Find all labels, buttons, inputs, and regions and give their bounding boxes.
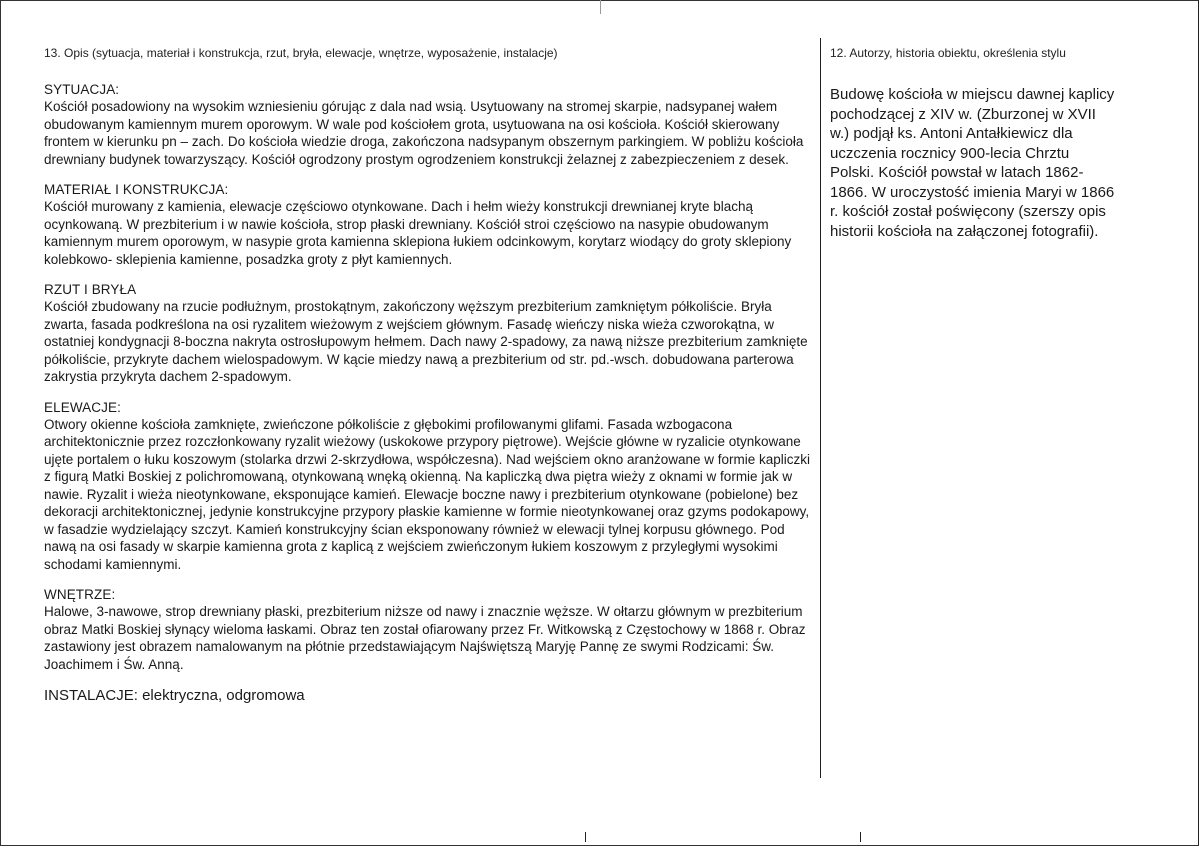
section-body: Halowe, 3-nawowe, strop drewniany płaski, prezbiterium niższe od nawy i znacznie węższe. W ołtarzu głównym w prezbiterium obraz Matki Boskiej słynący wieloma łaskami. Obraz ten został ofiarowany przez Fr. Witkowską z Częstochowy w 1868 r. Obraz zastawiony jest obrazem namalowanym na płótnie przedstawiającym Najświętszą Maryję Pannę ze swymi Rodzicami: Św. Joachimem i Św. Anną. [44,604,806,672]
section-rzut [44,281,814,386]
section-sytuacja [44,81,814,168]
bottom-tick [585,832,586,842]
installations-text: INSTALACJE: elektryczna, odgromowa [44,687,305,704]
section-body: Otwory okienne kościoła zamknięte, zwieńczone półkoliście z głębokimi profilowanymi glifami. Fasada wzbogacona architektonicznie przez rozczłonkowany ryzalit wieżowy (uskokowe przypory piętrowe). Wejście główne w ryzalicie otynkowane ujęte portalem o łuku koszowym (stolarka drzwi 2-skrzydłowa, współczesna). Nad wejściem okno aranżowane w formie kapliczki z figurą Matki Boskiej z polichromowaną, otynkowaną wnęką okienną. Na kapliczką dwa piętra wieży z oknami w formie jak w nawie. Ryzalit i wieża nieotynkowane, eksponujące kamień. Elewacje boczne nawy i prezbiterium otynkowane (pobielone) bez dekoracji architektonicznej, jedynie konstrukcyjne przypory płaskie kamienne w formie nieotynkowanej oraz gzyms podokapowy, w fasadzie wydzielający szczyt. Kamień konstrukcyjny ścian eksponowany również w elewacji tylnej korpusu głównego. Pod nawą na osi fasady w skarpie kamienna grota z kaplicą z wejściem zwieńczonym łukiem koszowym z przyległymi wysokimi schodami kamiennymi. [44,416,811,572]
section-title: ELEWACJE: [44,399,121,415]
section-title: SYTUACJA: [44,82,120,97]
history-column [830,46,1125,241]
history-heading: 12. Autorzy, historia obiektu, określenia stylu [830,46,1066,60]
section-elewacje [44,399,814,574]
description-heading: 13. Opis (sytuacja, materiał i konstrukcja, rzut, bryła, elewacje, wnętrze, wyposażenie, instalacje) [44,46,558,60]
section-body: Kościół zbudowany na rzucie podłużnym, prostokątnym, zakończony węższym prezbiterium zamkniętym półkoliście. Bryła zwarta, fasada podkreślona na osi ryzalitem wieżowym z wejściem głównym. Fasadę wieńczy niska wieża czworokątna, w ostatniej kondygnacji 8-boczna nakryta ostrosłupowym hełmem. Dach nawy 2-spadowy, za nawą niższe prezbiterium zamknięte półkoliście, przykryte dachem wielospadowym. W kącie miedzy nawą a prezbiterium od str. pd.-wsch. dobudowana parterowa zakrystia przykryta dachem 2-spadowym. [44,299,808,384]
section-material [44,181,814,268]
scan-mark [600,0,601,14]
section-body: Kościół posadowiony na wysokim wzniesieniu górując z dala nad wsią. Usytuowany na stromej skarpie, nadsypanej wałem obudowanym kamiennym murem oporowym. W wale pod kościołem grota, usytuowana na osi kościoła. Kościół skierowany frontem w kierunku pn – zach. Do kościoła wiedzie droga, zakończona nadsypanym obszernym parkingiem. W pobliżu kościoła drewniany budynek towarzyszący. Kościół ogrodzony prostym ogrodzeniem konstrukcji żelaznej z zabezpieczeniem z desek. [44,99,804,167]
bottom-tick [860,832,861,842]
section-title: MATERIAŁ I KONSTRUKCJA: [44,182,229,197]
section-body: Kościół murowany z kamienia, elewacje częściowo otynkowane. Dach i hełm wieży konstrukcji drewnianej kryte blachą ocynkowaną. W prezbiterium i w nawie kościoła, strop płaski drewniany. Kościół stroi częściowo na nasypie obudowanym kamiennym murem oporowym, w nasypie grota kamienna sklepiona łukiem odcinkowym, korytarz wiodący do groty sklepiony kolebkowo- sklepienia kamienne, posadzka groty z płyt kamiennych. [44,199,792,267]
column-divider [820,38,821,778]
section-title: RZUT I BRYŁA [44,282,137,297]
section-title: WNĘTRZE: [44,587,116,602]
section-wnetrze [44,586,814,673]
history-text: Budowę kościoła w miejscu dawnej kaplicy pochodzącej z XIV w. (Zburzonej w XVII w.) podjął ks. Antoni Antałkiewicz dla uczczenia rocznicy 900-lecia Chrztu Polski. Kościół powstał w latach 1862-1866. W uroczystość imienia Maryi w 1866 r. kościół został poświęcony (szerszy opis historii kościoła na załączonej fotografii). [830,86,1115,240]
description-column [44,46,814,720]
